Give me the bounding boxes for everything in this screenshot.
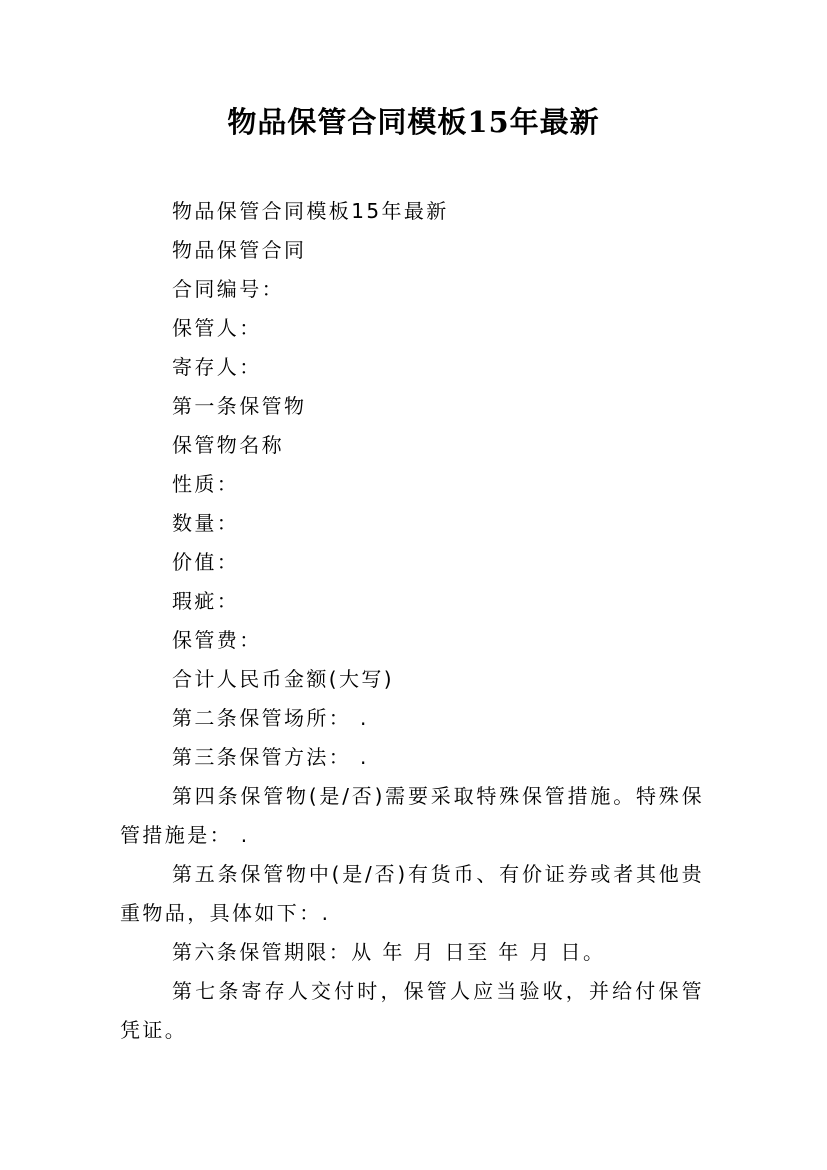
document-body [120,192,704,1050]
text-line: 性质： [172,472,240,496]
text-line: 保管物名称 [172,433,284,457]
text-line: 合计人民币金额(大写) [172,667,395,691]
text-line: 数量： [172,511,240,535]
text-line: 保管费： [172,628,262,652]
text-line: 合同编号： [172,277,284,301]
document-title: 物品保管合同模板15年最新 [227,105,600,139]
text-line: 保管人： [172,316,262,340]
text-line: 寄存人： [172,355,262,379]
text-line: 物品保管合同 [172,238,307,262]
text-line: 第一条保管物 [172,394,307,418]
text-line: 第三条保管方法： . [172,745,369,769]
text-line: 瑕疵： [172,589,240,613]
paragraph: 第七条寄存人交付时，保管人应当验收，并给付保管凭证。 [120,979,704,1042]
paragraph: 第四条保管物(是/否)需要采取特殊保管措施。特殊保管措施是： . [120,784,704,847]
text-line: 第二条保管场所： . [172,706,369,730]
paragraph: 第六条保管期限：从 年 月 日至 年 月 日。 [172,940,606,964]
text-line: 物品保管合同模板15年最新 [172,199,449,223]
paragraph: 第五条保管物中(是/否)有货币、有价证券或者其他贵重物品，具体如下：. [120,862,704,925]
text-line: 价值： [172,550,240,574]
